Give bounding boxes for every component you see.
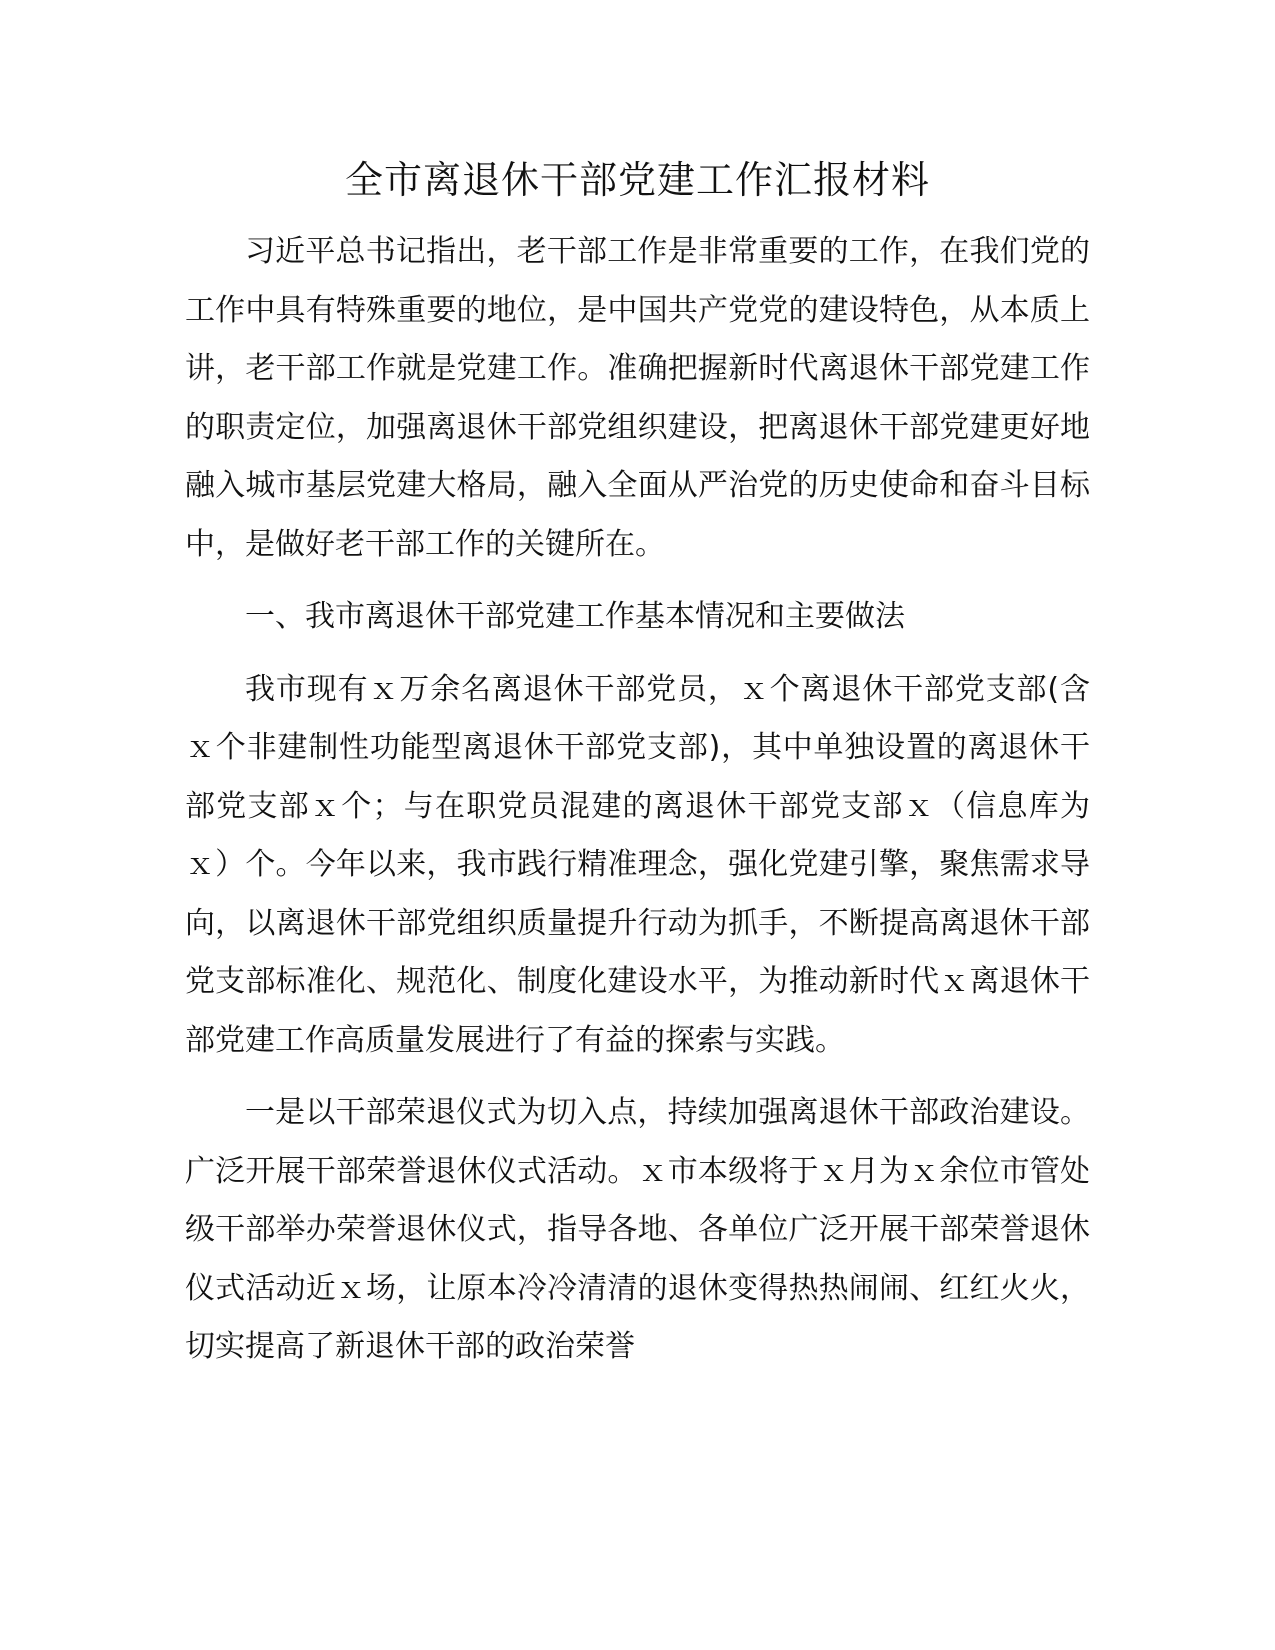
document-title: 全市离退休干部党建工作汇报材料 <box>344 158 930 202</box>
intro-paragraph: 习近平总书记指出，老干部工作是非常重要的工作，在我们党的工作中具有特殊重要的地位，是中国共产党党的建设特色，从本质上讲，老干部工作就是党建工作。准确把握新时代离退休干部党建工作的职责定位，加强离退休干部党组织建设，把离退休干部党建更好地融入城市基层党建大格局，融入全面从严治党的历史使命和奋斗目标中，是做好老干部工作的关键所在。 <box>185 234 1090 562</box>
point-one-paragraph: 一是以干部荣退仪式为切入点，持续加强离退休干部政治建设。广泛开展干部荣誉退休仪式活动。ｘ市本级将于ｘ月为ｘ余位市管处级干部举办荣誉退休仪式，指导各地、各单位广泛开展干部荣誉退休仪式活动近ｘ场，让原本冷冷清清的退休变得热热闹闹、红红火火，切实提高了新退休干部的政治荣誉 <box>185 1095 1090 1364</box>
document-body <box>185 150 1090 1391</box>
section-heading: 一、我市离退休干部党建工作基本情况和主要做法 <box>245 599 905 634</box>
situation-paragraph: 我市现有ｘ万余名离退休干部党员，ｘ个离退休干部党支部(含ｘ个非建制性功能型离退休干部党支部)，其中单独设置的离退休干部党支部ｘ个；与在职党员混建的离退休干部党支部ｘ（信息库为ｘ）个。今年以来，我市践行精准理念，强化党建引擎，聚焦需求导向，以离退休干部党组织质量提升行动为抓手，不断提高离退休干部党支部标准化、规范化、制度化建设水平，为推动新时代ｘ离退休干部党建工作高质量发展进行了有益的探索与实践。 <box>185 671 1090 1058</box>
